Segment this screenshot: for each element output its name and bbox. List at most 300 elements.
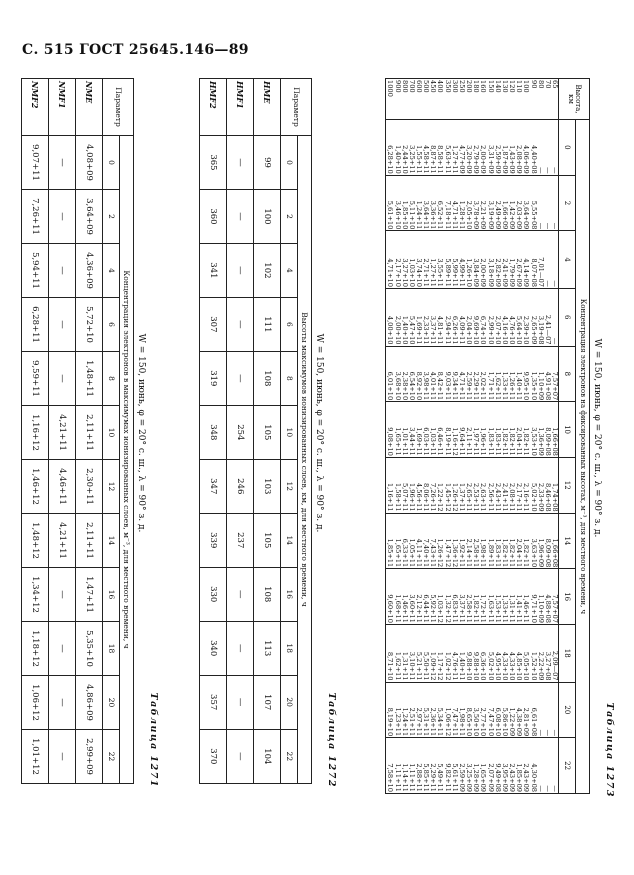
height-value: 400: [436, 80, 445, 93]
value-cell: 5,94+11: [22, 244, 49, 298]
hour-header: 0: [103, 136, 120, 190]
height-value: 140: [493, 80, 502, 93]
value-cell: —: [227, 621, 254, 675]
value-cell: 5,72+10: [76, 298, 103, 352]
value-cell: 9,95+10: [522, 371, 531, 401]
value-cell: 3,19+08: [536, 315, 545, 345]
value-cell: 4,00+10: [386, 315, 395, 345]
value-cell: 2,04+11: [515, 538, 524, 568]
table-1271-block: [30, 78, 159, 788]
value-column: [386, 513, 559, 569]
value-cell: 1,41+11: [515, 594, 524, 623]
value-cell: 2,59+11: [465, 371, 474, 401]
value-cell: 1,22+12: [436, 482, 445, 512]
hours-row: [103, 79, 120, 784]
value-cell: 4,56+11: [415, 482, 424, 512]
height-value: 800: [400, 80, 409, 93]
value-cell: 3,64+09: [76, 190, 103, 244]
value-cell: 7,57+07: [551, 594, 559, 623]
value-cell: 3,60+11: [407, 594, 416, 623]
value-cell: 6,83+11: [450, 594, 459, 623]
value-column: [386, 569, 559, 625]
param-name: NMF1: [49, 79, 76, 136]
value-cell: 348: [200, 405, 227, 459]
value-cell: 1,69+11: [415, 427, 424, 456]
value-column: [386, 346, 559, 402]
value-cell: —: [536, 729, 545, 737]
value-cell: 6,33+11: [400, 538, 409, 568]
height-value: 70: [543, 80, 552, 89]
value-cell: 2,33+09: [536, 482, 545, 512]
value-cell: 339: [200, 513, 227, 567]
value-cell: 1,40+11: [515, 371, 524, 401]
value-cell: 1,62+11: [393, 651, 402, 681]
value-cell: 6,28+10: [386, 145, 395, 174]
value-cell: 1,92+11: [457, 538, 466, 568]
value-cell: 9,59+11: [22, 352, 49, 406]
value-cell: 1,06+12: [443, 707, 452, 737]
value-cell: 9,34+11: [450, 371, 459, 401]
param-name: NME: [76, 79, 103, 136]
value-cell: 1,03+12: [436, 594, 445, 623]
value-cell: 2,99+09: [76, 730, 103, 784]
value-cell: 1,26+12: [436, 538, 445, 568]
value-cell: 1,96+09: [536, 538, 545, 568]
value-cell: 2,02+11: [479, 371, 488, 401]
height-value: 600: [415, 80, 424, 93]
value-cell: 3,98+11: [422, 371, 431, 401]
value-cell: 7,01—07: [536, 257, 545, 287]
value-cell: 2,43+09: [508, 763, 517, 792]
value-cell: 1,66+09: [500, 200, 509, 230]
value-cell: 9,07+11: [22, 136, 49, 190]
value-cell: 2,14+11: [465, 538, 474, 568]
value-cell: 113: [254, 621, 281, 675]
value-cell: 1,26+11: [508, 371, 517, 401]
value-cell: —: [49, 568, 76, 622]
values-row: [386, 79, 559, 794]
value-cell: 2,03+09: [515, 200, 524, 230]
value-cell: 1,82+11: [522, 538, 531, 568]
value-cell: —: [227, 243, 254, 297]
value-cell: 1,83+11: [486, 427, 495, 456]
value-cell: 2,53+11: [472, 482, 481, 512]
table-1273-block: [346, 78, 614, 798]
hour-header: 4: [281, 243, 298, 297]
hour-header: 16: [103, 568, 120, 622]
value-cell: —: [536, 785, 545, 792]
value-cell: 9,03+11: [443, 371, 452, 401]
height-value: 100: [522, 80, 531, 93]
value-cell: 2,00+09: [479, 258, 488, 287]
value-cell: 2,49+09: [493, 200, 502, 230]
value-cell: 2,05+10: [465, 200, 474, 230]
table-header-row: [575, 79, 589, 794]
value-cell: 4,38+09: [515, 707, 524, 737]
value-cell: 4,58+11: [422, 145, 431, 174]
value-cell: 2,63+11: [479, 482, 488, 512]
value-cell: 4,33+10: [508, 651, 517, 681]
value-cell: 3,27+08: [543, 651, 552, 681]
value-cell: 1,83+11: [493, 427, 502, 456]
value-cell: 9,60+10: [386, 594, 395, 623]
table-1272-title: W = 150, июнь, φ = 20° с. ш., λ = 90° з. д.: [314, 333, 324, 533]
value-cell: —: [227, 567, 254, 621]
value-cell: 3,50+10: [472, 707, 481, 737]
value-cell: 6,26+11: [450, 315, 459, 345]
value-cell: 1,18+12: [22, 622, 49, 676]
value-cell: 1,16+11: [386, 482, 395, 512]
value-cell: 2,58+11: [465, 594, 474, 623]
value-cell: —: [227, 136, 254, 190]
value-cell: 1,10+09: [536, 371, 545, 401]
height-value: 250: [457, 80, 466, 93]
value-cell: 3,31+09: [486, 145, 495, 174]
value-cell: 2,11+11: [465, 427, 474, 456]
value-cell: 6,52+11: [436, 200, 445, 230]
value-cell: 2,97+11: [415, 707, 424, 737]
value-cell: 102: [254, 243, 281, 297]
hour-header: 10: [559, 402, 576, 458]
hour-header: 18: [559, 624, 576, 682]
value-cell: 1,47+11: [76, 568, 103, 622]
value-cell: 6,03+11: [422, 427, 431, 456]
value-cell: —: [551, 222, 559, 230]
value-column: [386, 175, 559, 231]
subtitle: Концентрация электронов в максимумах ионизированных слоев, м⁻³, для местного времени, ч: [119, 136, 133, 784]
heights-cell: [386, 79, 559, 120]
value-cell: 8,06+11: [422, 482, 431, 512]
value-cell: 1,46+12: [22, 460, 49, 514]
table-1273-title: W = 150, июнь, φ = 20° с. ш., λ = 90° з. д.: [592, 338, 602, 538]
height-value: 500: [422, 80, 431, 93]
value-cell: 2,88+11: [415, 763, 424, 792]
table-row: [49, 79, 76, 784]
value-cell: 4,85+10: [515, 651, 524, 681]
value-cell: 1,11+11: [407, 763, 416, 792]
value-cell: 1,74+08: [551, 482, 559, 512]
value-cell: 1,36+09: [536, 427, 545, 456]
height-value: 200: [465, 80, 474, 93]
value-cell: 1,24+11: [415, 200, 424, 230]
value-cell: 103: [254, 459, 281, 513]
value-cell: 365: [200, 136, 227, 190]
value-cell: 1,06+12: [22, 676, 49, 730]
value-cell: 3,78+09: [472, 200, 481, 230]
value-cell: 3,74+10: [415, 258, 424, 287]
value-cell: 1,83+11: [493, 538, 502, 568]
value-cell: 2,43+11: [493, 482, 502, 512]
height-header: Высота, км: [559, 79, 590, 120]
value-cell: 1,45+12: [443, 482, 452, 512]
page-header: С. 515 ГОСТ 25645.146—89: [22, 42, 249, 58]
param-name: NMF2: [22, 79, 49, 136]
value-cell: 1,09+12: [429, 651, 438, 681]
value-column: [386, 682, 559, 738]
value-cell: 1,11+11: [393, 763, 402, 792]
value-cell: 2,59+09: [493, 145, 502, 174]
value-cell: 8,87+11: [429, 145, 438, 174]
hour-header: 20: [559, 682, 576, 738]
hour-header: 4: [559, 231, 576, 289]
value-cell: 2,09—07: [551, 650, 559, 681]
value-cell: 8,42+11: [436, 371, 445, 401]
value-cell: 1,47+12: [443, 538, 452, 568]
param-name: HMF1: [227, 79, 254, 136]
value-cell: —: [227, 675, 254, 729]
value-cell: 4,46+11: [49, 460, 76, 514]
value-cell: 1,82+11: [500, 538, 509, 568]
value-cell: 1,82+11: [508, 538, 517, 568]
value-cell: 6,54+10: [407, 371, 416, 401]
value-cell: 2,33+11: [422, 315, 431, 345]
value-cell: 370: [200, 729, 227, 783]
value-column: [386, 402, 559, 458]
value-cell: 1,33+11: [500, 371, 509, 401]
value-cell: 1,35+10: [529, 371, 538, 401]
height-value: 150: [486, 80, 495, 93]
value-cell: 2,67+09: [515, 258, 524, 287]
value-cell: 2,08+11: [508, 482, 517, 512]
value-cell: 8,07+08: [529, 258, 538, 287]
value-cell: 2,07+10: [493, 315, 502, 345]
height-value: 160: [479, 80, 488, 93]
value-cell: 8,92+10: [415, 371, 424, 401]
value-cell: 3,55+11: [436, 258, 445, 287]
value-cell: 1,48+12: [22, 514, 49, 568]
param-header: Параметр: [281, 79, 312, 136]
height-value: 700: [407, 80, 416, 93]
value-cell: 9,88+10: [472, 651, 481, 681]
value-cell: 3,25+11: [407, 145, 416, 174]
hour-header: 16: [281, 567, 298, 621]
value-cell: —: [543, 222, 552, 230]
value-cell: 4,76+10: [508, 315, 517, 345]
value-cell: 1,02+12: [443, 651, 452, 681]
hours-row: [559, 79, 576, 794]
value-cell: 9,69+10: [472, 315, 481, 345]
value-cell: 1,82+11: [500, 427, 509, 456]
value-cell: 1,17+12: [436, 651, 445, 681]
value-cell: 3,37+11: [429, 315, 438, 345]
value-cell: 8,09+08: [543, 427, 552, 456]
value-cell: 1,27+11: [429, 258, 438, 287]
value-cell: 1,85+09: [515, 763, 524, 792]
hour-header: 18: [103, 622, 120, 676]
value-cell: 5,11+10: [407, 200, 416, 230]
value-cell: 3,20+09: [465, 145, 474, 174]
table-header-row: [297, 79, 311, 784]
value-cell: 5,89+11: [443, 258, 452, 287]
value-cell: 2,43+09: [522, 763, 531, 792]
value-cell: 2,17+11: [515, 482, 524, 512]
value-cell: —: [227, 351, 254, 405]
value-cell: 5,55+08: [529, 200, 538, 230]
value-cell: 7,47+11: [450, 707, 459, 737]
value-cell: 4,06+09: [522, 145, 531, 174]
value-cell: 1,62+11: [493, 371, 502, 401]
value-cell: 5,02+10: [529, 482, 538, 512]
value-cell: —: [49, 730, 76, 784]
value-cell: 2,36+11: [429, 707, 438, 737]
value-cell: 1,71+11: [486, 371, 495, 401]
table-1273: [385, 78, 590, 794]
hour-header: 22: [559, 738, 576, 794]
value-cell: 1,10+09: [536, 594, 545, 623]
value-cell: 2,07+09: [486, 763, 495, 792]
value-column: [386, 738, 559, 794]
value-cell: 5,99+11: [450, 258, 459, 287]
value-cell: 5,64+10: [515, 315, 524, 345]
value-cell: 2,56+11: [486, 482, 495, 512]
hour-header: 14: [103, 514, 120, 568]
value-cell: 1,31+11: [400, 651, 409, 681]
value-cell: 1,43+09: [508, 145, 517, 174]
value-cell: —: [551, 729, 559, 737]
value-cell: 99: [254, 136, 281, 190]
height-value: 350: [443, 80, 452, 93]
value-cell: 1,23+11: [393, 707, 402, 737]
hour-header: 10: [281, 405, 298, 459]
value-cell: 6,28+11: [22, 298, 49, 352]
value-cell: 2,99+10: [486, 315, 495, 345]
value-cell: 2,44+10: [400, 145, 409, 174]
value-column: [386, 624, 559, 682]
value-cell: 254: [227, 405, 254, 459]
table-row: [76, 79, 103, 784]
value-cell: —: [536, 222, 545, 230]
value-cell: 357: [200, 675, 227, 729]
value-cell: 1,36+12: [450, 538, 459, 568]
value-cell: 2,71+11: [422, 258, 431, 287]
hour-header: 14: [281, 513, 298, 567]
value-cell: —: [49, 136, 76, 190]
param-name: HMF2: [200, 79, 227, 136]
height-value: 80: [536, 80, 545, 89]
value-cell: 3,64+11: [422, 200, 431, 230]
value-cell: 5,35+10: [76, 622, 103, 676]
value-cell: 5,21+11: [415, 651, 424, 681]
value-cell: 341: [200, 243, 227, 297]
value-cell: 1,42+09: [508, 200, 517, 230]
hour-header: 14: [559, 513, 576, 569]
value-cell: 5,02+10: [486, 651, 495, 681]
value-cell: 4,71+11: [450, 200, 459, 230]
value-cell: 1,28+09: [472, 763, 481, 792]
value-cell: 108: [254, 351, 281, 405]
value-cell: 7,18+11: [443, 200, 452, 230]
value-cell: —: [49, 190, 76, 244]
value-cell: 2,11+11: [76, 406, 103, 460]
value-cell: 2,04+10: [465, 315, 474, 345]
value-cell: —: [543, 280, 552, 287]
param-name: HME: [254, 79, 281, 136]
value-cell: 5,50+11: [422, 651, 431, 681]
value-cell: 2,30+11: [76, 460, 103, 514]
hour-header: 12: [281, 459, 298, 513]
param-header: Параметр: [103, 79, 134, 136]
value-cell: 1,16+12: [450, 427, 459, 456]
value-cell: 3,84+09: [472, 258, 481, 287]
value-cell: 1,05+11: [407, 538, 416, 568]
value-cell: 1,72+11: [479, 594, 488, 623]
hour-header: 2: [559, 175, 576, 231]
table-body: [200, 79, 281, 784]
value-cell: 2,41+09: [500, 258, 509, 287]
value-column: [386, 120, 559, 176]
value-cell: 8,65+10: [465, 707, 474, 737]
value-cell: 2,29+11: [472, 371, 481, 401]
hour-header: 20: [281, 675, 298, 729]
value-cell: 7,26+11: [22, 190, 49, 244]
value-cell: 1,40+10: [400, 315, 409, 345]
value-cell: —: [49, 676, 76, 730]
value-cell: 1,97+11: [472, 427, 481, 456]
value-cell: 6,08+10: [493, 707, 502, 737]
value-cell: 1,28+11: [457, 200, 466, 230]
value-cell: 2,51+11: [407, 707, 416, 737]
value-cell: 1,22+09: [508, 707, 517, 737]
value-cell: 8,09+08: [543, 538, 552, 568]
value-cell: 1,26+12: [450, 482, 459, 512]
value-cell: 1,46+11: [522, 594, 531, 623]
table-1271-title: W = 150, июнь, φ = 20° с. ш., λ = 90° з. д.: [136, 333, 146, 533]
value-cell: 2,04+11: [515, 427, 524, 456]
value-cell: 5,07+11: [400, 482, 409, 512]
value-cell: 360: [200, 189, 227, 243]
value-cell: 1,31+11: [508, 594, 517, 623]
hour-header: 10: [103, 406, 120, 460]
value-cell: 4,01+11: [429, 371, 438, 401]
value-cell: 2,81+09: [522, 707, 531, 737]
value-cell: 4,36+09: [76, 244, 103, 298]
value-cell: 3,53+10: [529, 427, 538, 456]
value-cell: 2,39+10: [522, 315, 531, 345]
value-cell: —: [543, 729, 552, 737]
hour-header: 4: [103, 244, 120, 298]
value-cell: —: [227, 297, 254, 351]
value-cell: 9,49+08: [493, 763, 502, 792]
hour-header: 8: [103, 352, 120, 406]
value-cell: 3,68+10: [393, 371, 402, 401]
value-cell: 5,61+10: [386, 200, 395, 230]
value-cell: 3,27+10: [400, 258, 409, 287]
value-cell: —: [551, 280, 559, 287]
value-cell: 1,65+11: [393, 538, 402, 568]
height-value: 130: [500, 80, 509, 93]
value-cell: 4,76+11: [450, 651, 459, 681]
value-cell: 5,85+11: [422, 763, 431, 792]
value-cell: 2,77+10: [479, 707, 488, 737]
value-cell: 1,14+11: [400, 763, 409, 792]
value-cell: 8,19+10: [386, 707, 395, 737]
value-cell: 2,17+10: [393, 258, 402, 287]
value-cell: 1,65+11: [393, 427, 402, 456]
value-cell: —: [551, 337, 559, 345]
value-cell: 4,99+11: [457, 258, 466, 287]
table-row: [254, 79, 281, 784]
subtitle: Концентрация электронов на фиксированных высотах, м⁻³, для местного времени, ч: [575, 120, 589, 794]
value-cell: 1,85+11: [386, 538, 395, 568]
value-cell: 3,95+09: [500, 763, 509, 792]
value-cell: 6,36+10: [479, 651, 488, 681]
value-cell: 1,63+11: [486, 594, 495, 623]
value-cell: 2,82+09: [493, 258, 502, 287]
table-1272-label: Таблица 1272: [326, 692, 337, 788]
value-cell: 4,30+08: [529, 763, 538, 792]
value-cell: 4,08+09: [76, 136, 103, 190]
value-cell: 5,61+11: [450, 763, 459, 792]
